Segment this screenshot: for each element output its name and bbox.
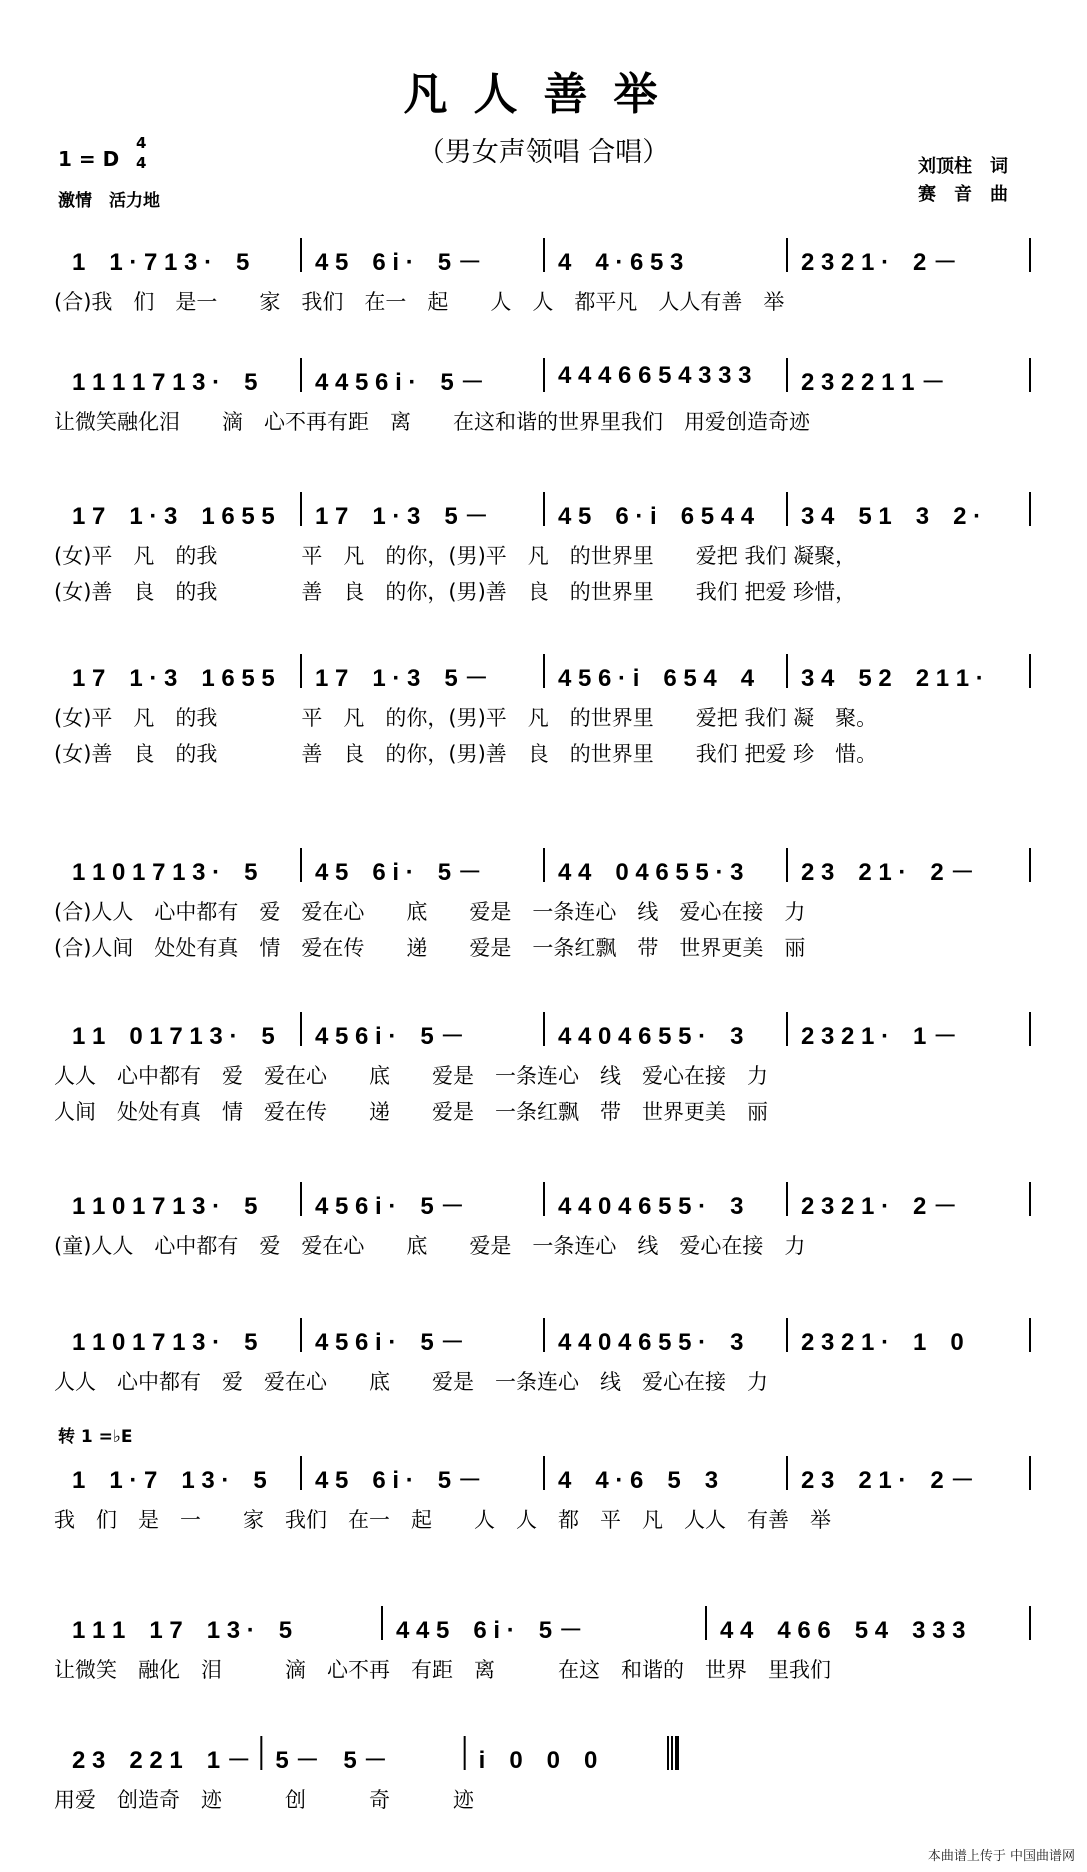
measure-notes: 3 4 5 1 3 2 ·: [801, 503, 982, 530]
measure-notes: 1 1 1 1 7 1 3 · 5: [72, 1617, 293, 1644]
measure-notes: 4 4 4 6 6 5 4 3 3 3: [720, 1617, 966, 1644]
time-signature-top: 4: [136, 134, 147, 152]
measure-notes: 1 7 1 · 3 5 －: [315, 665, 489, 692]
measure-notes: 2 3 2 2 1 1 －: [801, 369, 946, 396]
lyric-line: 人人 心中都有 爱 爱在心 底 爱是 一条连心 线 爱心在接 力: [54, 1064, 768, 1088]
lyric-line: 让微笑融化泪 滴 心不再有距 离 在这和谐的世界里我们 用爱创造奇迹: [54, 410, 810, 434]
measure-notes: 1 1 0 1 7 1 3 · 5: [72, 1193, 258, 1220]
measure-notes: 2 3 2 1 · 2 －: [801, 859, 975, 886]
lyric-line: 让微笑 融化 泪 滴 心不再 有距 离 在这 和谐的 世界 里我们: [54, 1658, 831, 1682]
measure-notes: 2 3 2 1 · 2 －: [801, 1467, 975, 1494]
measure-notes: i 0 0 0: [478, 1747, 598, 1774]
measure-notes: 1 1 0 1 7 1 3 · 5: [72, 1329, 258, 1356]
lyricist-credit: 刘顶柱 词: [918, 156, 1008, 177]
measure-notes: 4 4 0 4 6 5 5 · 3: [558, 1193, 744, 1220]
lyric-line: (女)平 凡 的我 平 凡 的你，(男)平 凡 的世界里 爱把 我们 凝聚，: [54, 544, 857, 568]
measure-notes: 4 5 6 i · 5 －: [315, 1193, 465, 1220]
measure-notes: 4 5 6 i · 5 －: [315, 859, 482, 886]
measure-notes: 5 － 5 －: [275, 1747, 388, 1774]
measure-notes: 4 5 6 i · 5 －: [315, 1023, 465, 1050]
measure-notes: 4 5 6 i · 5 －: [315, 249, 482, 276]
lyric-line: (女)平 凡 的我 平 凡 的你，(男)平 凡 的世界里 爱把 我们 凝 聚。: [54, 706, 878, 730]
lyric-line: (合)我 们 是一 家 我们 在一 起 人 人 都平凡 人人有善 举: [54, 290, 785, 314]
measure-notes: 1 7 1 · 3 5 －: [315, 503, 489, 530]
lyric-line: (合)人人 心中都有 爱 爱在心 底 爱是 一条连心 线 爱心在接 力: [54, 900, 806, 924]
lyric-line: 用爱 创造奇 迹 创 奇 迹: [54, 1788, 474, 1812]
measure-notes: 1 1 · 7 1 3 · 5: [72, 249, 250, 276]
measure-notes: 1 1 0 1 7 1 3 · 5: [72, 1023, 275, 1050]
measure-notes: 2 3 2 1 · 1 －: [801, 1023, 958, 1050]
measure-notes: 1 1 · 7 1 3 · 5: [72, 1467, 267, 1494]
measure-notes: 4 5 6 i · 5 －: [315, 1467, 482, 1494]
measure-notes: 4 4 · 6 5 3: [558, 249, 684, 276]
lyric-line: (女)善 良 的我 善 良 的你，(男)善 良 的世界里 我们 把爱 珍 惜。: [54, 742, 878, 766]
measure-notes: 4 4 · 6 5 3: [558, 1467, 719, 1494]
measure-notes: 4 4 5 6 i · 5 －: [396, 1617, 583, 1644]
measure-notes: 2 3 2 1 · 2 －: [801, 249, 958, 276]
composer-credit: 赛 音 曲: [918, 184, 1008, 205]
time-signature-bottom: 4: [136, 154, 147, 172]
measure-notes: 4 4 5 6 i · 5 －: [315, 369, 485, 396]
measure-notes: 1 7 1 · 3 1 6 5 5: [72, 665, 275, 692]
lyric-line: 我 们 是 一 家 我们 在一 起 人 人 都 平 凡 人人 有善 举: [54, 1508, 831, 1532]
page-subtitle: （男女声领唱 合唱）: [417, 137, 670, 168]
measure-notes: 2 3 2 1 · 1 0: [801, 1329, 964, 1356]
lyric-line: (合)人间 处处有真 情 爱在传 递 爱是 一条红飘 带 世界更美 丽: [54, 936, 806, 960]
footer-credit: 本曲谱上传于 中国曲谱网: [927, 1849, 1075, 1864]
key-signature: 1 = D: [58, 147, 120, 171]
measure-notes: 4 4 0 4 6 5 5 · 3: [558, 859, 744, 886]
lyric-line: 人人 心中都有 爱 爱在心 底 爱是 一条连心 线 爱心在接 力: [54, 1370, 768, 1394]
measure-notes: 1 1 0 1 7 1 3 · 5: [72, 859, 258, 886]
measure-notes: 1 1 1 1 7 1 3 · 5: [72, 369, 258, 396]
tempo-marking: 激情 活力地: [58, 191, 160, 211]
measure-notes: 4 4 0 4 6 5 5 · 3: [558, 1329, 744, 1356]
lyric-line: (童)人人 心中都有 爱 爱在心 底 爱是 一条连心 线 爱心在接 力: [54, 1234, 806, 1258]
modulation-marking: 转 1 =♭E: [58, 1427, 133, 1447]
measure-notes: 4 4 0 4 6 5 5 · 3: [558, 1023, 744, 1050]
measure-notes: 3 4 5 2 2 1 1 ·: [801, 665, 984, 692]
lyric-line: 人间 处处有真 情 爱在传 递 爱是 一条红飘 带 世界更美 丽: [54, 1100, 768, 1124]
measure-notes: 4 5 6 i · 5 －: [315, 1329, 465, 1356]
measure-notes: 1 7 1 · 3 1 6 5 5: [72, 503, 275, 530]
measure-notes: 4 5 6 · i 6 5 4 4: [558, 503, 755, 530]
measure-notes: 4 4 4 6 6 5 4 3 3 3: [558, 362, 752, 389]
measure-notes: 2 3 2 1 · 2 －: [801, 1193, 958, 1220]
lyric-line: (女)善 良 的我 善 良 的你，(男)善 良 的世界里 我们 把爱 珍惜，: [54, 580, 857, 604]
measure-notes: 2 3 2 2 1 1 －: [72, 1747, 251, 1774]
measure-notes: 4 5 6 · i 6 5 4 4: [558, 665, 755, 692]
page-title: 凡人善举: [403, 69, 684, 120]
